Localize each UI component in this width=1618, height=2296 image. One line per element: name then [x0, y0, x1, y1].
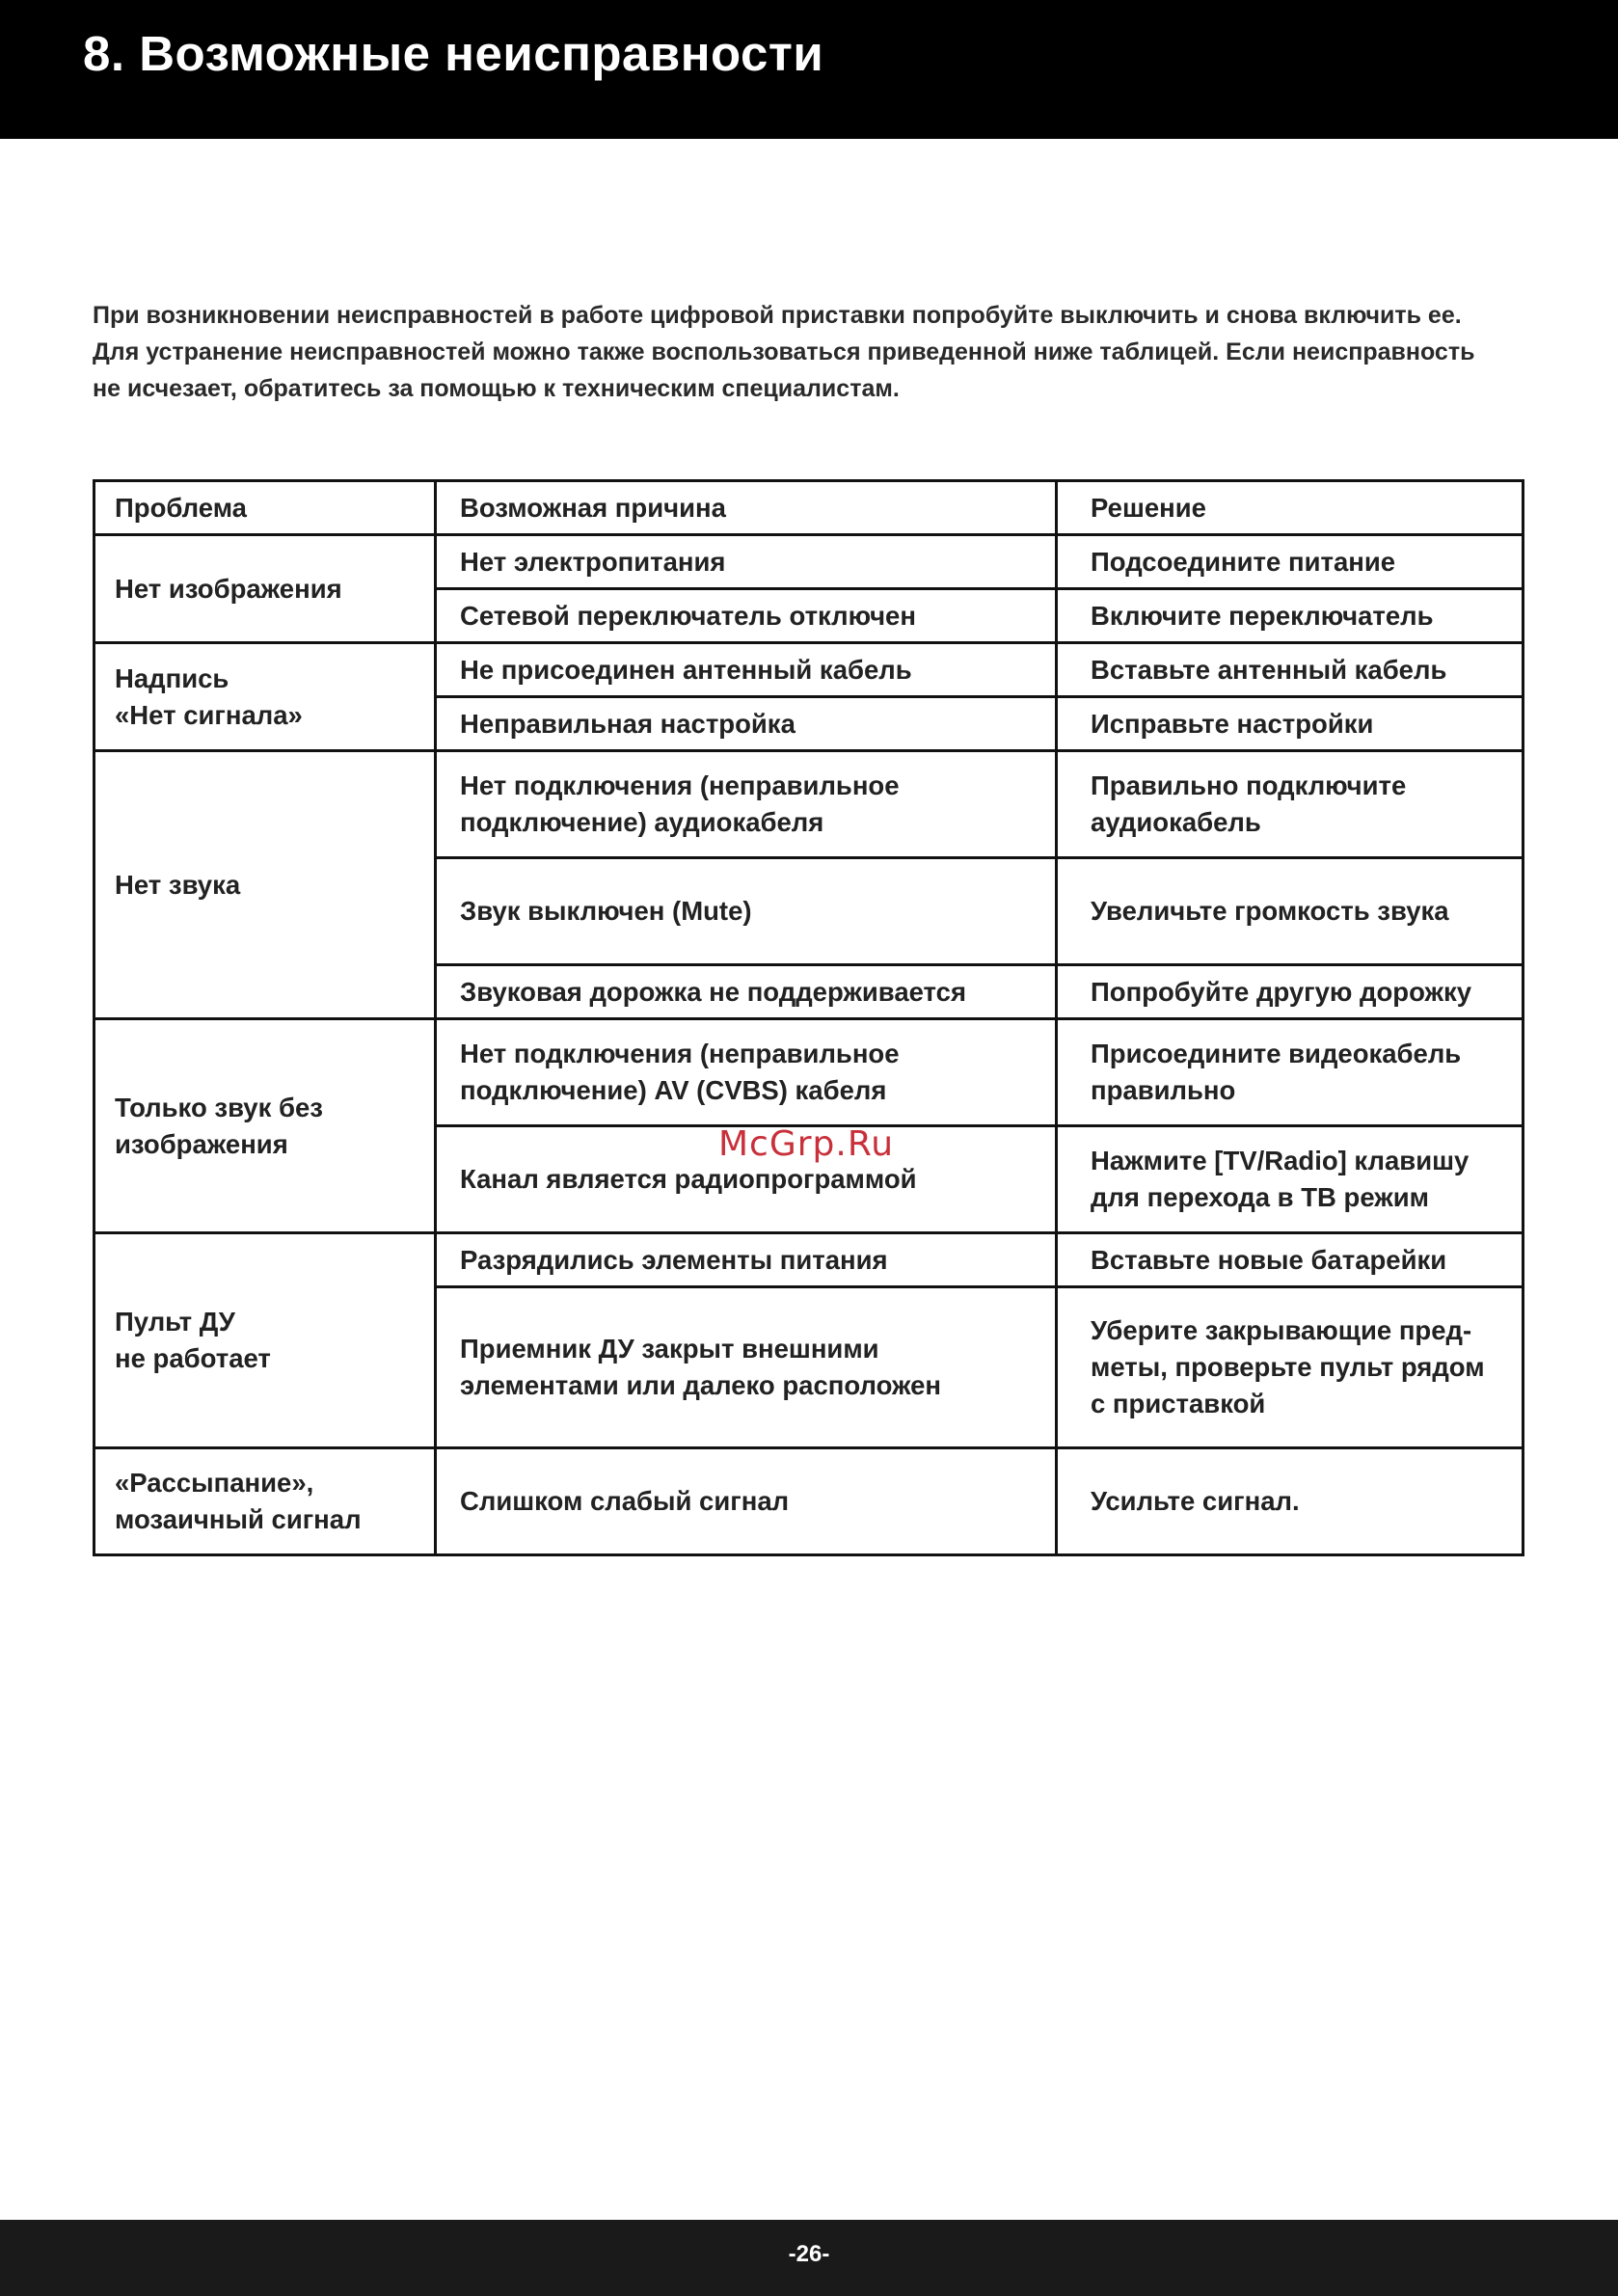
cause-text: Звуковая дорожка не поддерживается	[460, 976, 966, 1007]
cause-cell	[436, 535, 1057, 589]
solution-cell	[1057, 697, 1524, 751]
cause-cell	[436, 589, 1057, 643]
problem-text: изображения	[115, 1128, 288, 1159]
intro-line: При возникновении неисправностей в работе цифровой приставки попробуйте выключить и снова включить ее.	[93, 302, 1462, 329]
solution-cell	[1057, 1233, 1524, 1287]
solution-text: Исправьте настройки	[1091, 708, 1374, 739]
solution-text: аудиокабель	[1091, 807, 1261, 837]
solution-text: Присоедините видеокабель	[1091, 1039, 1462, 1068]
solution-text: Увеличьте громкость звука	[1091, 896, 1449, 926]
cause-text: Нет подключения (неправильное	[460, 1039, 900, 1068]
cause-cell	[436, 643, 1057, 697]
problem-cell	[94, 1019, 436, 1233]
problem-text: «Рассыпание»,	[115, 1468, 314, 1498]
cause-text: Приемник ДУ закрыт внешними	[460, 1334, 879, 1364]
page-number: -26-	[788, 2241, 830, 2267]
table-row	[94, 535, 1524, 589]
cause-cell	[436, 1287, 1057, 1448]
table-row	[94, 643, 1524, 697]
solution-text: Нажмите [TV/Radio] клавишу	[1091, 1146, 1470, 1175]
problem-cell	[94, 751, 436, 1019]
cause-text: подключение) аудиокабеля	[460, 807, 824, 837]
solution-cell	[1057, 1126, 1524, 1233]
problem-text: не работает	[115, 1343, 271, 1373]
cause-cell	[436, 858, 1057, 965]
cause-text: элементами или далеко расположен	[460, 1370, 942, 1400]
header-cell-cause: Возможная причина	[436, 481, 1057, 535]
cause-cell	[436, 751, 1057, 858]
cause-cell	[436, 1448, 1057, 1555]
solution-text: правильно	[1091, 1075, 1236, 1105]
problem-cell	[94, 535, 436, 643]
table-header-row	[94, 481, 1524, 535]
cause-cell	[436, 1019, 1057, 1126]
intro-paragraph	[93, 297, 1520, 407]
header-cell-problem: Проблема	[94, 481, 436, 535]
intro-line: не исчезает, обратитесь за помощью к техническим специалистам.	[93, 375, 900, 402]
solution-text: Уберите закрывающие пред-	[1091, 1315, 1472, 1345]
solution-text: Вставьте антенный кабель	[1091, 654, 1447, 685]
header-cell-solution: Решение	[1057, 481, 1524, 535]
table-row	[94, 1448, 1524, 1555]
solution-cell	[1057, 751, 1524, 858]
cause-text: Сетевой переключатель отключен	[460, 600, 916, 631]
page-title: 8. Возможные неисправности	[83, 26, 824, 81]
cause-text: Звук выключен (Mute)	[460, 896, 752, 926]
problem-text: Пульт ДУ	[115, 1307, 235, 1337]
header-bar	[0, 0, 1618, 139]
cause-text: Неправильная настройка	[460, 708, 796, 739]
cause-text: Разрядились элементы питания	[460, 1244, 888, 1275]
solution-cell	[1057, 535, 1524, 589]
solution-cell	[1057, 858, 1524, 965]
problem-text: Надпись	[115, 662, 229, 693]
table-row	[94, 1233, 1524, 1287]
solution-text: с приставкой	[1091, 1389, 1266, 1418]
table-row	[94, 1019, 1524, 1126]
footer-bar	[0, 2220, 1618, 2296]
solution-cell	[1057, 1448, 1524, 1555]
cause-cell	[436, 697, 1057, 751]
problem-cell	[94, 1233, 436, 1448]
cause-text: Слишком слабый сигнал	[460, 1486, 790, 1516]
solution-text: Подсоедините питание	[1091, 546, 1396, 577]
solution-cell	[1057, 589, 1524, 643]
solution-text: для перехода в ТВ режим	[1091, 1182, 1430, 1212]
watermark-text: McGrp.Ru	[718, 1124, 895, 1164]
solution-text: Попробуйте другую дорожку	[1091, 976, 1472, 1007]
solution-cell	[1057, 1019, 1524, 1126]
table-row	[94, 751, 1524, 858]
solution-text: Включите переключатель	[1091, 600, 1434, 631]
solution-text: Усильте сигнал.	[1091, 1486, 1300, 1516]
problem-text: Нет звука	[115, 869, 241, 900]
cause-text: Нет электропитания	[460, 546, 726, 577]
solution-cell	[1057, 965, 1524, 1019]
problem-cell	[94, 643, 436, 751]
problem-cell	[94, 1448, 436, 1555]
solution-cell	[1057, 1287, 1524, 1448]
problem-text: Только звук без	[115, 1092, 323, 1122]
cause-cell	[436, 1233, 1057, 1287]
troubleshooting-table	[93, 479, 1524, 1556]
solution-cell	[1057, 643, 1524, 697]
cause-text: Канал является радиопрограммой	[460, 1164, 917, 1194]
cause-cell	[436, 965, 1057, 1019]
problem-text: Нет изображения	[115, 573, 342, 604]
cause-text: подключение) AV (CVBS) кабеля	[460, 1075, 887, 1105]
intro-line: Для устранение неисправностей можно также воспользоваться приведенной ниже таблицей. Если неисправность	[93, 338, 1475, 365]
solution-text: Вставьте новые батарейки	[1091, 1244, 1447, 1275]
solution-text: меты, проверьте пульт рядом	[1091, 1352, 1485, 1382]
cause-text: Не присоединен антенный кабель	[460, 654, 912, 685]
problem-text: «Нет сигнала»	[115, 699, 303, 730]
cause-text: Нет подключения (неправильное	[460, 770, 900, 800]
problem-text: мозаичный сигнал	[115, 1504, 362, 1534]
solution-text: Правильно подключите	[1091, 770, 1407, 800]
